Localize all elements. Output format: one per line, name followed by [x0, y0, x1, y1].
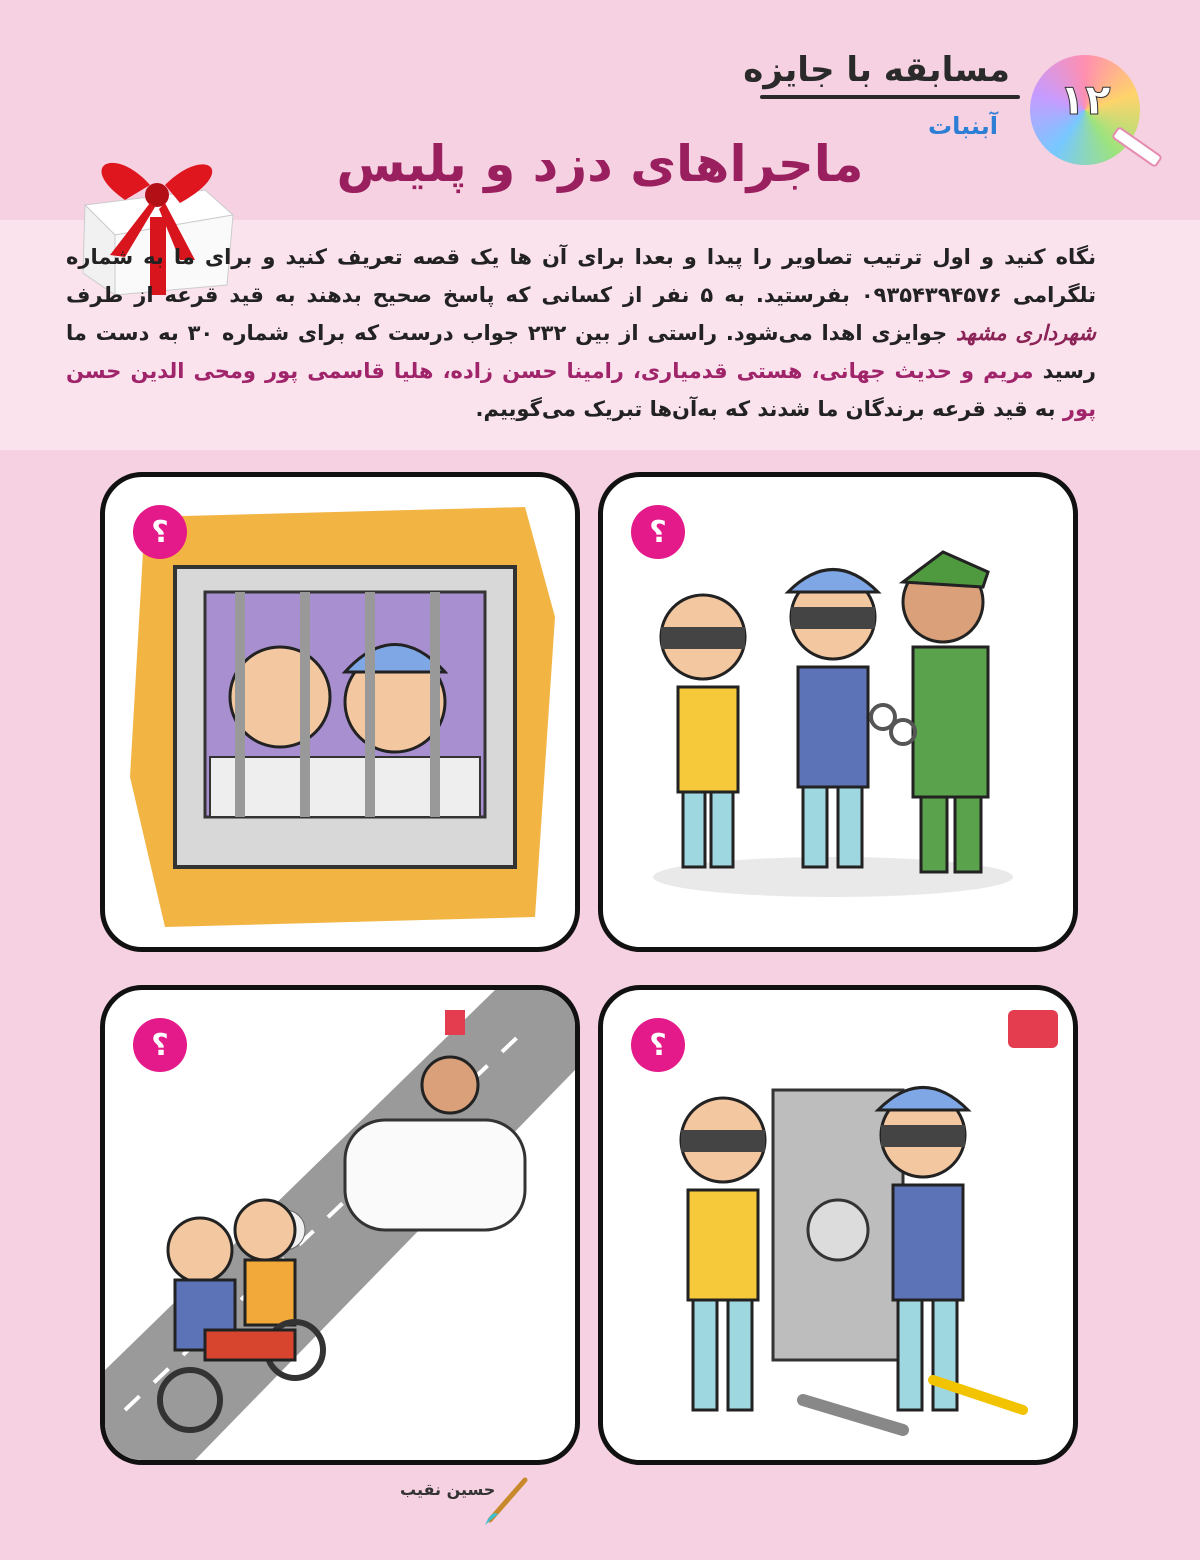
intro-line-3b: جوایزی اهدا می‌شود. راستی از بین ۲۳۲ جواب: [462, 321, 956, 345]
sponsor-logo: شهرداری مشهد: [955, 320, 1097, 345]
comic-panel-jail: [100, 472, 580, 952]
question-badge: ؟: [631, 505, 685, 559]
winners-names-2: هلیا قاسمی پور ومحی الدین حسن پور: [66, 359, 1096, 421]
comic-panel-safe: [598, 985, 1078, 1465]
issue-number: ۱۲: [1059, 75, 1111, 124]
intro-line-2: برای ما به شماره تلگرامی ۰۹۳۵۴۳۹۴۵۷۶ بفرستید. به ۵ نفر از کسانی که پاسخ: [66, 245, 1097, 307]
question-badge: ؟: [133, 505, 187, 559]
artist-credit: حسین نقیب: [400, 1480, 496, 1499]
intro-line-5b: به قید قرعه برندگان ما شدند که به‌آن‌ها تبریک می‌گوییم.: [475, 397, 1063, 421]
section-title: مسابقه با جایزه: [743, 50, 1010, 90]
page-title: ماجراهای دزد و پلیس: [336, 135, 864, 193]
brand-logo: آبنبات: [928, 112, 998, 140]
winners-names-1: مریم و حدیث جهانی، هستی قدمیاری، رامینا حسن زاده،: [442, 359, 1034, 383]
intro-line-1: نگاه کنید و اول ترتیب تصاویر را پیدا و بعدا برای آن ها یک قصه تعریف کنید و: [262, 245, 1097, 269]
comic-panel-arrest: [598, 472, 1078, 952]
section-underline: [760, 95, 1020, 99]
comic-panel-chase: [100, 985, 580, 1465]
question-badge: ؟: [631, 1018, 685, 1072]
intro-line-4a: درست که برای شماره ۳۰ به دست ما رسید: [66, 321, 1097, 383]
intro-line-3a: صحیح بدهند به قید قرعه از طرف: [66, 283, 432, 307]
instructions-paragraph: [66, 238, 1096, 428]
question-badge: ؟: [133, 1018, 187, 1072]
paintbrush-icon: [480, 1470, 540, 1530]
